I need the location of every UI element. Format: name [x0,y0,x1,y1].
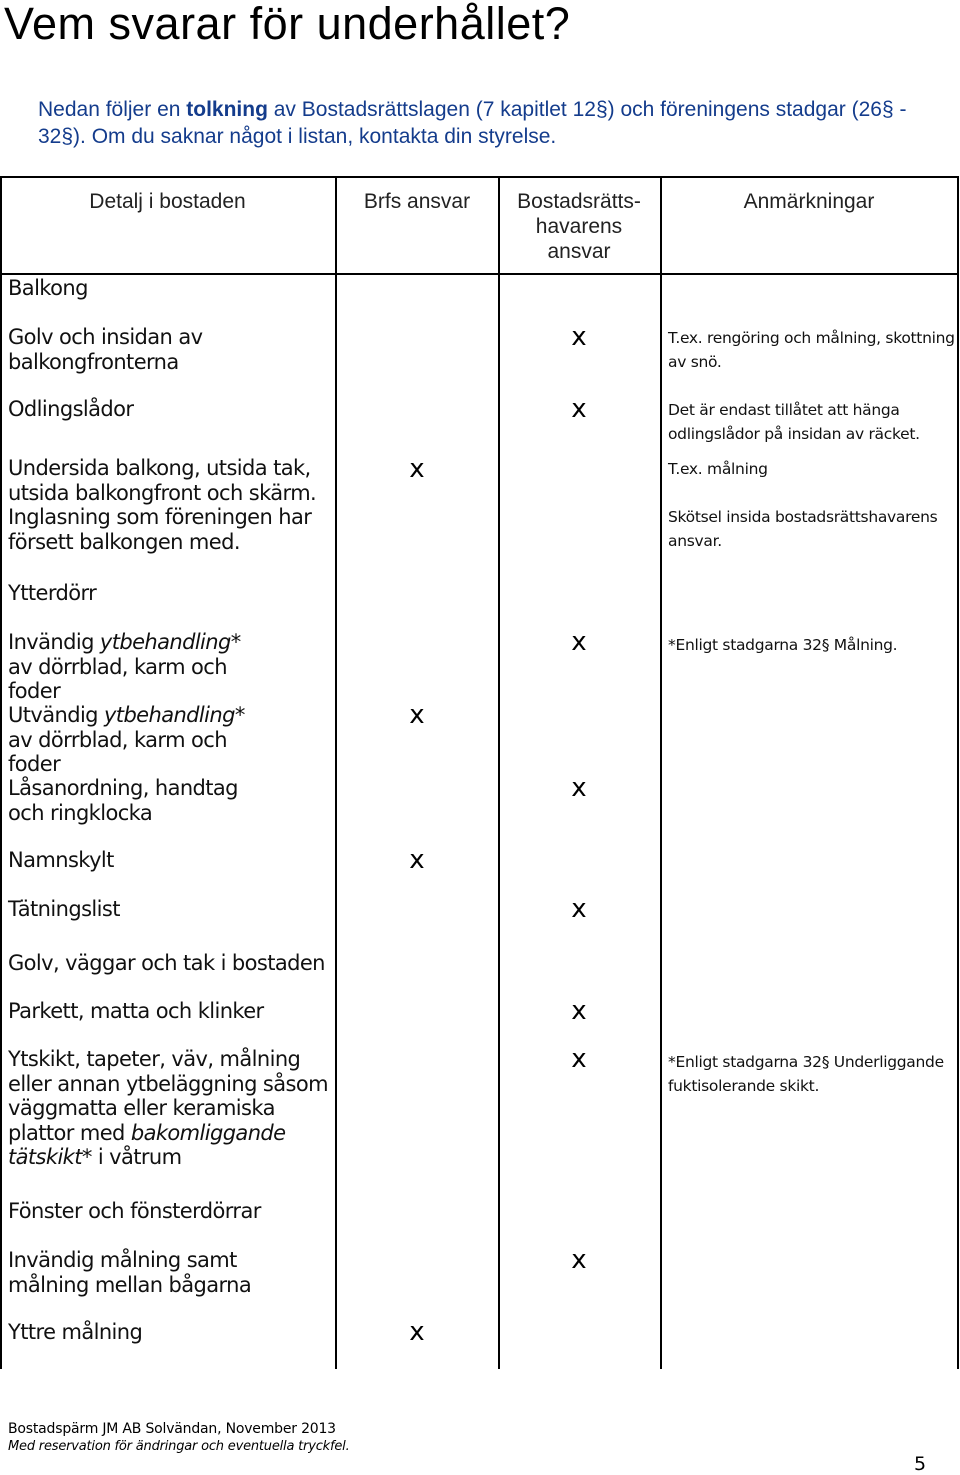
row-invandig-prefix: Invändig [8,630,100,654]
intro-bold: tolkning [186,98,268,121]
mark-owner-odlingslador: x [571,394,587,424]
mark-brf-undersida: x [409,454,425,484]
note-undersida-2: Skötsel insida bostadsrättshavarens ansvar. [668,508,938,550]
section-ytterdorr: Ytterdörr [8,581,97,605]
row-undersida: Undersida balkong, utsida tak, utsida balkongfront och skärm. Inglasning som föreningen har försett balkongen med. [8,456,317,554]
header-notes: Anmärkningar [743,190,875,213]
mark-brf-namnskylt: x [409,845,425,875]
row-ytskikt [8,1047,333,1170]
mark-brf-yttre-malning: x [409,1317,425,1347]
table-top-border [0,176,959,178]
table-left-border [0,176,2,1369]
section-fonster: Fönster och fönsterdörrar [8,1199,261,1223]
row-ytskikt-suffix: * i våtrum [81,1145,182,1169]
row-odlingslador: Odlingslådor [8,397,134,421]
row-invandig-ytbehandling [8,630,268,704]
header-detail: Detalj i bostaden [89,190,246,213]
note-odlingslador: Det är endast tillåtet att hänga odlingslådor på insidan av räcket. [668,401,920,443]
mark-brf-utvandig: x [409,700,425,730]
column-divider-2 [498,176,500,1369]
column-divider-3 [660,176,662,1369]
row-golv-insidan: Golv och insidan av balkongfronterna [8,325,203,374]
row-utvandig-italic: ytbehandling [103,703,235,727]
page-title: Vem svarar för underhållet? [4,0,571,49]
header-owner: Bostadsrätts-havarens ansvar [517,190,641,263]
mark-owner-golv-insidan: x [571,322,587,352]
intro-text [38,96,938,150]
row-lasanordning: Låsanordning, handtag och ringklocka [8,776,238,825]
row-utvandig-suffix: * av dörrblad, karm och foder [8,703,245,776]
row-utvandig-prefix: Utvändig [8,703,104,727]
note-invandig: *Enligt stadgarna 32§ Målning. [668,636,898,654]
mark-owner-ytskikt: x [571,1044,587,1074]
footer-source: Bostadspärm JM AB Solvändan, November 2013 [8,1421,336,1437]
mark-owner-parkett: x [571,996,587,1026]
note-golv-insidan: T.ex. rengöring och målning, skottning av snö. [668,329,955,371]
row-namnskylt: Namnskylt [8,848,114,872]
intro-prefix: Nedan följer en [38,98,187,121]
mark-owner-invandig: x [571,627,587,657]
row-utvandig-ytbehandling [8,703,268,777]
footer-disclaimer: Med reservation för ändringar och eventuella tryckfel. [8,1439,350,1454]
header-brf: Brfs ansvar [363,190,471,213]
mark-owner-lasanordning: x [571,773,587,803]
row-parkett: Parkett, matta och klinker [8,999,264,1023]
column-divider-1 [335,176,337,1369]
row-ytskikt-italic: bakomliggande tätskikt [8,1120,286,1169]
note-ytskikt: *Enligt stadgarna 32§ Underliggande fuktisolerande skikt. [668,1053,944,1095]
header-divider [0,273,959,275]
intro-suffix: av Bostadsrättslagen (7 kapitlet 12§) och föreningens stadgar (26§ - 32§). Om du saknar något i listan, kontakta din styrelse. [38,98,907,148]
section-balkong: Balkong [8,276,88,300]
mark-owner-tatningslist: x [571,894,587,924]
row-tatningslist: Tätningslist [8,897,120,921]
row-yttre-malning: Yttre målning [8,1320,143,1344]
row-invandig-suffix: * av dörrblad, karm och foder [8,630,241,703]
row-invandig-italic: ytbehandling [99,630,231,654]
page-number: 5 [914,1453,927,1475]
row-invandig-malning: Invändig målning samt målning mellan bågarna [8,1248,252,1297]
section-golv: Golv, väggar och tak i bostaden [8,951,325,975]
row-ytskikt-prefix: Ytskikt, tapeter, väv, målning eller annan ytbeläggning såsom väggmatta eller keramiska plattor med [8,1047,328,1145]
mark-owner-invandig-malning: x [571,1245,587,1275]
note-undersida-1: T.ex. målning [668,460,768,478]
